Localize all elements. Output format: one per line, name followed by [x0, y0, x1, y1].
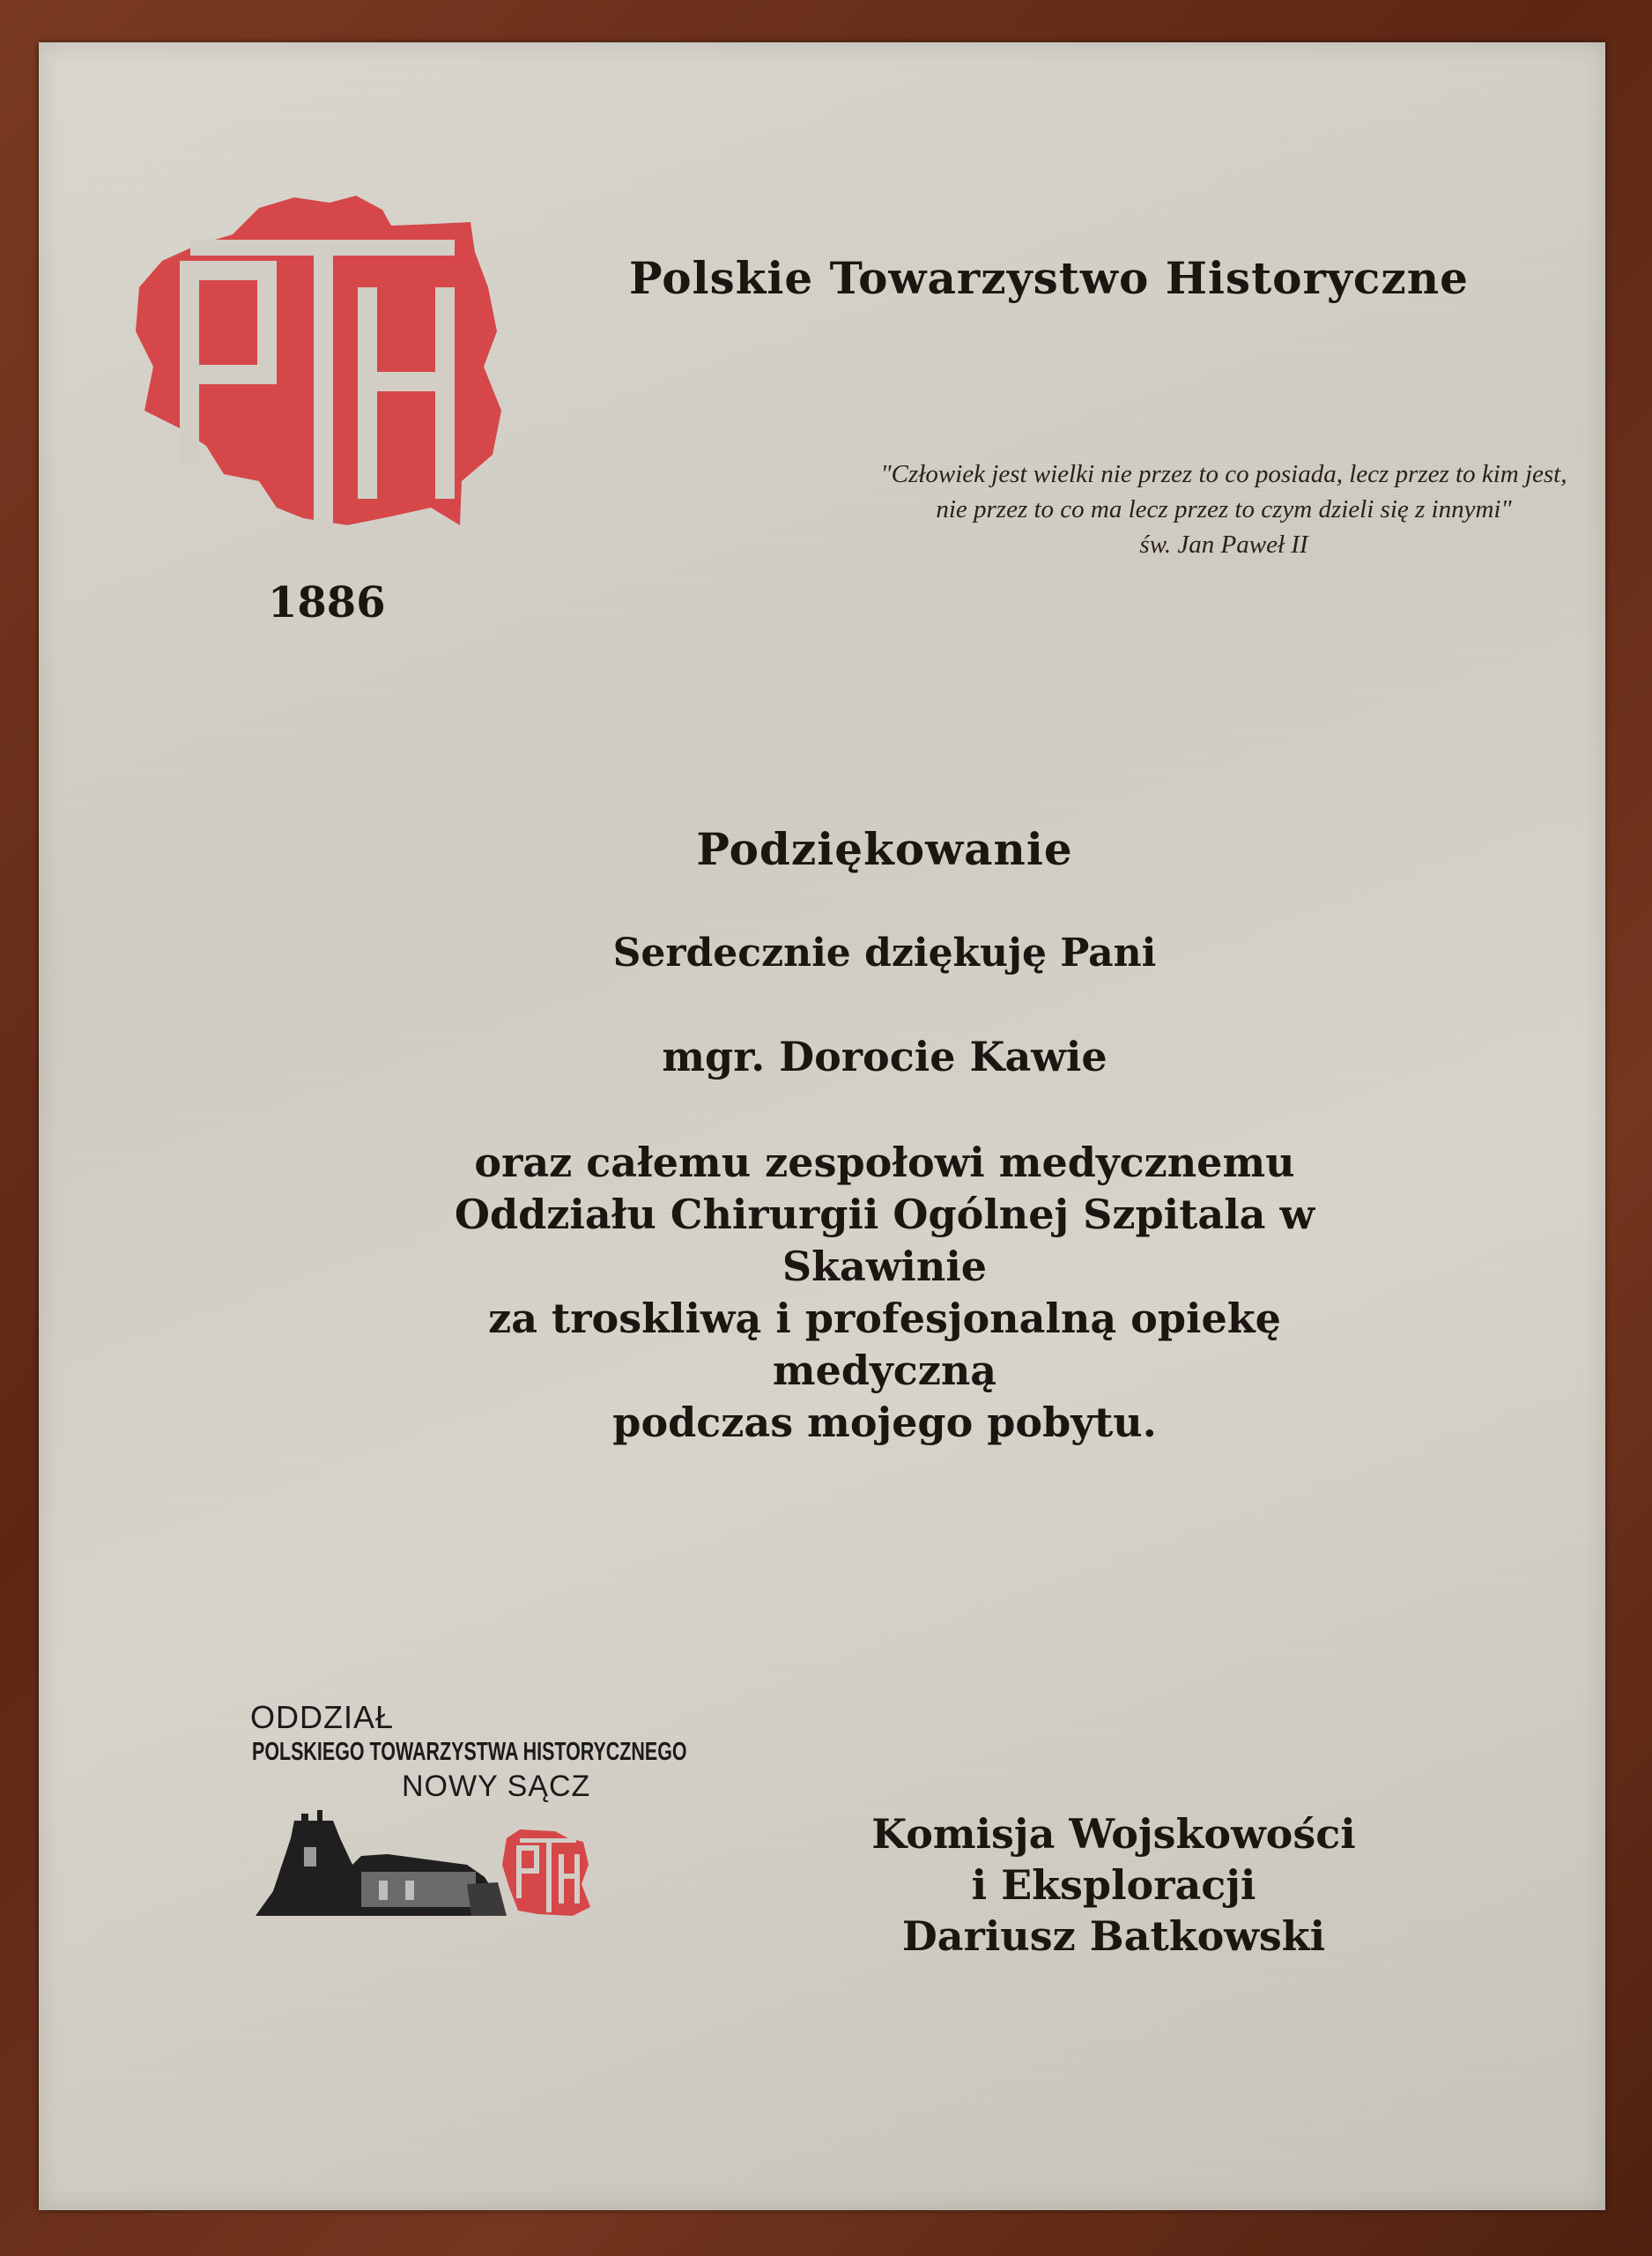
recipient-name: mgr. Dorocie Kawie: [662, 1033, 1108, 1080]
castle-ruins-icon: [256, 1803, 617, 1918]
body-line: podczas mojego pobytu.: [612, 1399, 1157, 1446]
plaque-title: Podziękowanie: [696, 823, 1073, 875]
signature-block: [796, 1808, 1431, 1962]
signature-line-2: i Eksploracji: [971, 1861, 1256, 1909]
branch-logo-line-3: NOWY SĄCZ: [402, 1770, 591, 1803]
quote-line-1: "Człowiek jest wielki nie przez to co posiada, lecz przez to kim jest,: [880, 460, 1567, 488]
branch-logo-line-1: ODDZIAŁ: [250, 1699, 395, 1735]
signature-line-3: Dariusz Batkowski: [901, 1912, 1326, 1960]
body-line: medyczną: [772, 1347, 997, 1394]
greeting: Serdecznie dziękuję Pani: [612, 931, 1157, 976]
body-line: Oddziału Chirurgii Ogólnej Szpitala w: [454, 1191, 1315, 1238]
metal-plaque: [39, 42, 1605, 2210]
organization-name: Polskie Towarzystwo Historyczne: [629, 252, 1469, 304]
quote-line-2: nie przez to co ma lecz przez to czym dzieli się z innymi": [936, 495, 1512, 523]
quote: [858, 456, 1589, 562]
branch-logo: [250, 1699, 687, 1919]
body-line: oraz całemu zespołowi medycznemu: [474, 1139, 1295, 1186]
body-line: za troskliwą i profesjonalną opiekę: [488, 1295, 1281, 1342]
thanks-body: [330, 1137, 1440, 1449]
founded-year: 1886: [268, 578, 386, 627]
pth-logo-icon: [127, 190, 506, 560]
quote-author: św. Jan Paweł II: [1139, 531, 1308, 559]
body-line: Skawinie: [782, 1243, 988, 1290]
signature-line-1: Komisja Wojskowości: [871, 1810, 1356, 1858]
branch-logo-line-2: POLSKIEGO TOWARZYSTWA HISTORYCZNEGO: [252, 1738, 687, 1766]
